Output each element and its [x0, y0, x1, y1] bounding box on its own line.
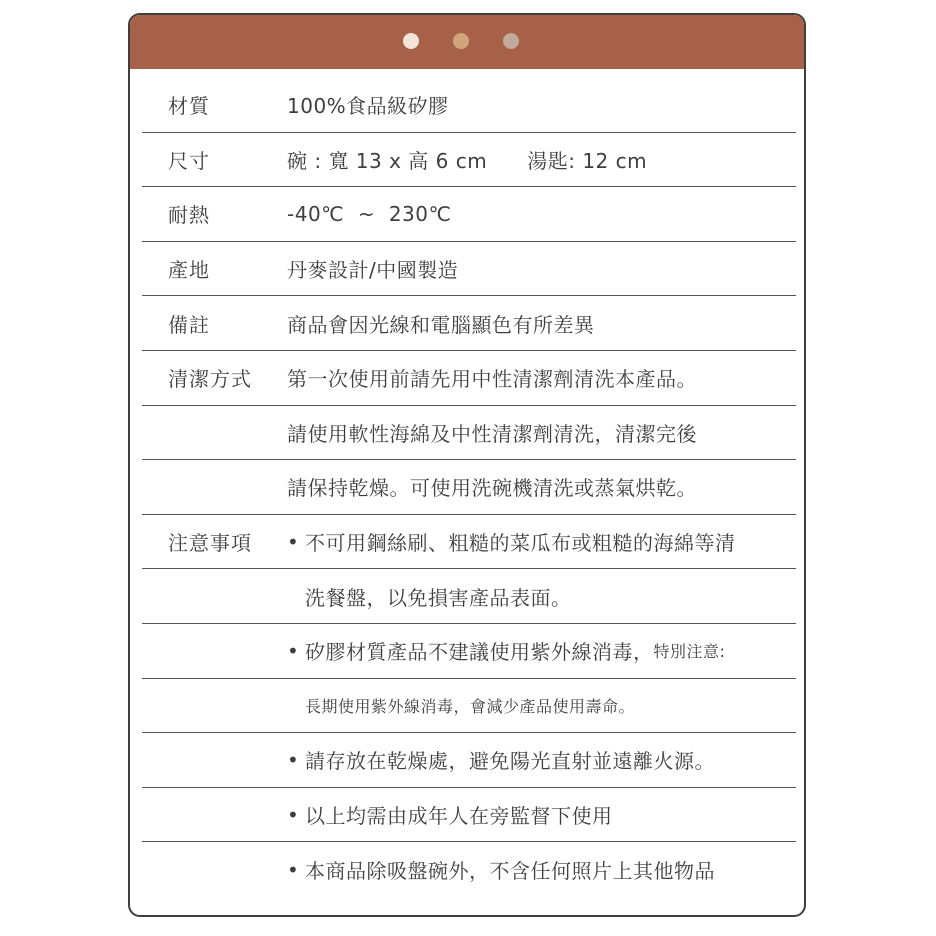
bullet-icon: •	[287, 747, 300, 772]
row-value	[287, 788, 613, 842]
bullet-icon: •	[287, 529, 300, 554]
caution-text: 矽膠材質產品不建議使用紫外線消毒，	[305, 640, 654, 665]
row-value: 丹麥設計/中國製造	[287, 258, 459, 283]
row-label: 注意事項	[168, 531, 252, 556]
row-label: 耐熱	[168, 203, 210, 228]
caution-text: 本商品除吸盤碗外，不含任何照片上其他物品	[305, 859, 715, 884]
caution-text: 請存放在乾燥處，避免陽光直射並遠離火源。	[305, 749, 715, 774]
bowl-size: 碗 : 寬 13 x 高 6 cm	[287, 148, 488, 173]
spec-row-heat	[142, 187, 796, 242]
row-value: 商品會因光線和電腦顯色有所差異	[287, 312, 595, 337]
caution-text: 不可用鋼絲刷、粗糙的菜瓜布或粗糙的海綿等清	[305, 531, 736, 556]
spec-row-cleaning-3	[142, 460, 796, 515]
row-value	[287, 842, 715, 897]
row-value: -40℃ ~ 230℃	[287, 201, 452, 226]
row-label: 備註	[168, 312, 210, 337]
bullet-icon: •	[287, 802, 300, 827]
row-label: 產地	[168, 258, 210, 283]
product-spec-card	[128, 13, 806, 917]
spec-row-caution-4	[142, 679, 796, 734]
spec-row-caution-3	[142, 624, 796, 679]
row-label: 清潔方式	[168, 367, 252, 392]
spec-row-caution-7	[142, 842, 796, 897]
row-value	[287, 133, 647, 187]
row-value: 100%食品級矽膠	[287, 94, 449, 119]
window-titlebar	[130, 15, 804, 69]
caution-text: 以上均需由成年人在旁監督下使用	[305, 804, 613, 829]
row-value: 長期使用紫外線消毒，會減少產品使用壽命。	[305, 696, 636, 716]
spec-row-origin	[142, 242, 796, 297]
spec-row-cleaning-2	[142, 406, 796, 461]
spec-table	[142, 78, 796, 897]
window-dot-3	[503, 33, 519, 49]
row-label: 尺寸	[168, 148, 210, 173]
caution-note: 特別注意:	[653, 642, 726, 662]
row-value	[287, 733, 715, 787]
row-value: 洗餐盤，以免損害產品表面。	[305, 585, 572, 610]
bullet-icon: •	[287, 857, 300, 882]
spoon-size: 湯匙: 12 cm	[527, 148, 648, 173]
spec-row-caution-6	[142, 788, 796, 843]
spec-row-caution-2	[142, 569, 796, 624]
row-value: 請使用軟性海綿及中性清潔劑清洗，清潔完後	[287, 421, 697, 446]
spec-row-caution-5	[142, 733, 796, 788]
window-dot-2	[453, 33, 469, 49]
spec-row-caution	[142, 515, 796, 570]
row-value	[287, 515, 736, 569]
window-dot-1	[403, 33, 419, 49]
spec-row-cleaning	[142, 351, 796, 406]
spec-row-size	[142, 133, 796, 188]
spec-row-note	[142, 296, 796, 351]
spec-row-material	[142, 78, 796, 133]
bullet-icon: •	[287, 638, 300, 663]
row-value	[287, 624, 725, 678]
row-label: 材質	[168, 94, 210, 119]
row-value: 第一次使用前請先用中性清潔劑清洗本產品。	[287, 367, 697, 392]
row-value: 請保持乾燥。可使用洗碗機清洗或蒸氣烘乾。	[287, 476, 697, 501]
